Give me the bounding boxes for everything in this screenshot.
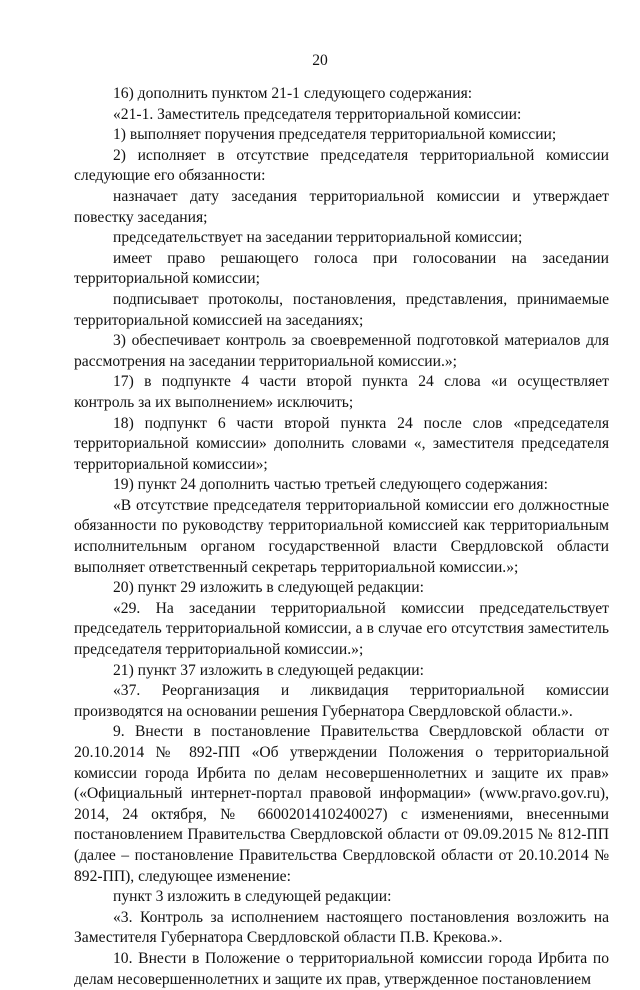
paragraph: подписывает протоколы, постановления, представления, принимаемые территориальной комиссией на заседаниях; (74, 290, 609, 329)
paragraph: имеет право решающего голоса при голосовании на заседании территориальной комиссии; (74, 249, 609, 288)
paragraph: 16) дополнить пунктом 21-1 следующего содержания: (113, 85, 473, 102)
paragraph: «21-1. Заместитель председателя территориальной комиссии: (113, 105, 522, 123)
paragraph: назначает дату заседания территориальной комиссии и утверждает повестку заседания; (74, 187, 609, 226)
document-body (74, 84, 609, 990)
paragraph: «В отсутствие председателя территориальной комиссии его должностные обязанности по руководству территориальной комиссией как территориальным исполнительным органом государственной власти Свердловской области выполняет ответственный секретарь территориальной комиссии.»; (74, 496, 609, 576)
paragraph: «3. Контроль за исполнением настоящего постановления возложить на Заместителя Губернатора Свердловской области П.В. Крекова.». (74, 908, 609, 947)
paragraph: 10. Внести в Положение о территориальной комиссии города Ирбита по делам несовершеннолетних и защите их прав, утвержденное постановлением (74, 949, 609, 988)
paragraph: председательствует на заседании территориальной комиссии; (113, 229, 523, 247)
paragraph: 9. Внести в постановление Правительства Свердловской области от 20.10.2014 № 892-ПП «Об утверждении Положения о территориальной комиссии города Ирбита по делам несовершеннолетних и защите их прав» («Официальный интернет-портал правовой информации» (www.pravo.gov.ru), 2014, 24 октября, № 6600201410240027) с изменениями, внесенными постановлением Правительства Свердловской области от 09.09.2015 № 812-ПП (далее – постановление Правительства Свердловской области от 20.10.2014 № 892-ПП), следующее изменение: (74, 723, 609, 885)
paragraph: «29. На заседании территориальной комиссии председательствует председатель территориальной комиссии, а в случае его отсутствия заместитель председателя территориальной комиссии.»; (74, 599, 609, 659)
paragraph: «37. Реорганизация и ликвидация территориальной комиссии производятся на основании решения Губернатора Свердловской области.». (74, 682, 609, 720)
paragraph: 1) выполняет поручения председателя территориальной комиссии; (113, 126, 557, 144)
paragraph: 3) обеспечивает контроль за своевременной подготовкой материалов для рассмотрения на заседании территориальной комиссии.»; (74, 332, 609, 370)
paragraph: пункт 3 изложить в следующей редакции: (113, 888, 392, 906)
paragraph: 18) подпункт 6 части второй пункта 24 после слов «председателя территориальной комиссии» дополнить словами «, заместителя председателя территориальной комиссии»; (74, 414, 609, 473)
paragraph: 19) пункт 24 дополнить частью третьей следующего содержания: (113, 476, 548, 494)
paragraph: 21) пункт 37 изложить в следующей редакции: (113, 661, 424, 679)
paragraph: 17) в подпункте 4 части второй пункта 24 слова «и осуществляет контроль за их выполнением» исключить; (74, 373, 609, 411)
paragraph: 20) пункт 29 изложить в следующей редакции: (113, 579, 424, 597)
paragraph: 2) исполняет в отсутствие председателя территориальной комиссии следующие его обязанности: (74, 146, 609, 185)
page-number: 20 (312, 52, 328, 69)
